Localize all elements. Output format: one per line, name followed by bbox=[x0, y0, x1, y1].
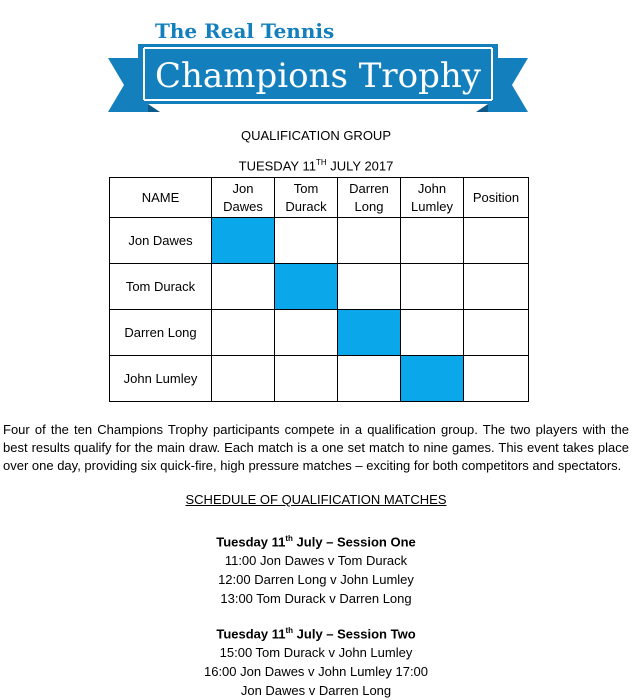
result-cell bbox=[401, 218, 464, 264]
session-one-block bbox=[0, 529, 632, 608]
header-name: NAME bbox=[110, 178, 212, 218]
match-line: 13:00 Tom Durack v Darren Long bbox=[220, 591, 412, 607]
session-two-heading: Tuesday 11th July – Session Two bbox=[216, 626, 416, 642]
position-cell bbox=[464, 356, 529, 402]
logo-top-text: The Real Tennis bbox=[155, 19, 335, 43]
row-player-name: John Lumley bbox=[110, 356, 212, 402]
table-row bbox=[110, 356, 529, 402]
header-position: Position bbox=[464, 178, 529, 218]
session-two-block bbox=[0, 621, 632, 700]
result-cell bbox=[401, 264, 464, 310]
logo-main-text: Champions Trophy bbox=[155, 56, 481, 96]
position-cell bbox=[464, 218, 529, 264]
qualification-group-title: QUALIFICATION GROUP bbox=[241, 128, 391, 143]
session-one-heading: Tuesday 11th July – Session One bbox=[216, 534, 416, 550]
self-match-cell bbox=[212, 218, 275, 264]
match-line: 11:00 Jon Dawes v Tom Durack bbox=[224, 553, 408, 569]
result-cell bbox=[338, 264, 401, 310]
match-line: 16:00 Jon Dawes v John Lumley 17:00 bbox=[203, 664, 429, 680]
qualification-date: TUESDAY 11TH JULY 2017 bbox=[238, 158, 394, 174]
result-cell bbox=[275, 218, 338, 264]
header-player-1: Jon Dawes bbox=[212, 178, 275, 218]
header-player-4: John Lumley bbox=[401, 178, 464, 218]
match-line: 15:00 Tom Durack v John Lumley bbox=[219, 645, 413, 661]
self-match-cell bbox=[338, 310, 401, 356]
result-cell bbox=[275, 356, 338, 402]
schedule-title: SCHEDULE OF QUALIFICATION MATCHES bbox=[185, 492, 447, 507]
result-cell bbox=[338, 218, 401, 264]
table-header-row bbox=[110, 178, 529, 218]
row-player-name: Tom Durack bbox=[110, 264, 212, 310]
row-player-name: Jon Dawes bbox=[110, 218, 212, 264]
header-player-2: Tom Durack bbox=[275, 178, 338, 218]
result-cell bbox=[212, 264, 275, 310]
result-cell bbox=[401, 310, 464, 356]
match-line: 12:00 Darren Long v John Lumley bbox=[218, 572, 414, 588]
header-player-3: Darren Long bbox=[338, 178, 401, 218]
position-cell bbox=[464, 264, 529, 310]
result-cell bbox=[212, 356, 275, 402]
row-player-name: Darren Long bbox=[110, 310, 212, 356]
self-match-cell bbox=[401, 356, 464, 402]
result-cell bbox=[338, 356, 401, 402]
table-row bbox=[110, 264, 529, 310]
table-row bbox=[110, 218, 529, 264]
result-cell bbox=[275, 310, 338, 356]
self-match-cell bbox=[275, 264, 338, 310]
position-cell bbox=[464, 310, 529, 356]
event-description: Four of the ten Champions Trophy participants compete in a qualification group. The two players with the best results qualify for the main draw. Each match is a one set match to nine games. This event takes place over one day, providing six quick-fire, high pressure matches – exciting for both competitors and spectators. bbox=[3, 422, 629, 473]
table-row bbox=[110, 310, 529, 356]
match-line: Jon Dawes v Darren Long bbox=[240, 683, 392, 699]
champions-trophy-logo bbox=[108, 0, 528, 128]
result-cell bbox=[212, 310, 275, 356]
qualification-results-table bbox=[109, 177, 529, 402]
